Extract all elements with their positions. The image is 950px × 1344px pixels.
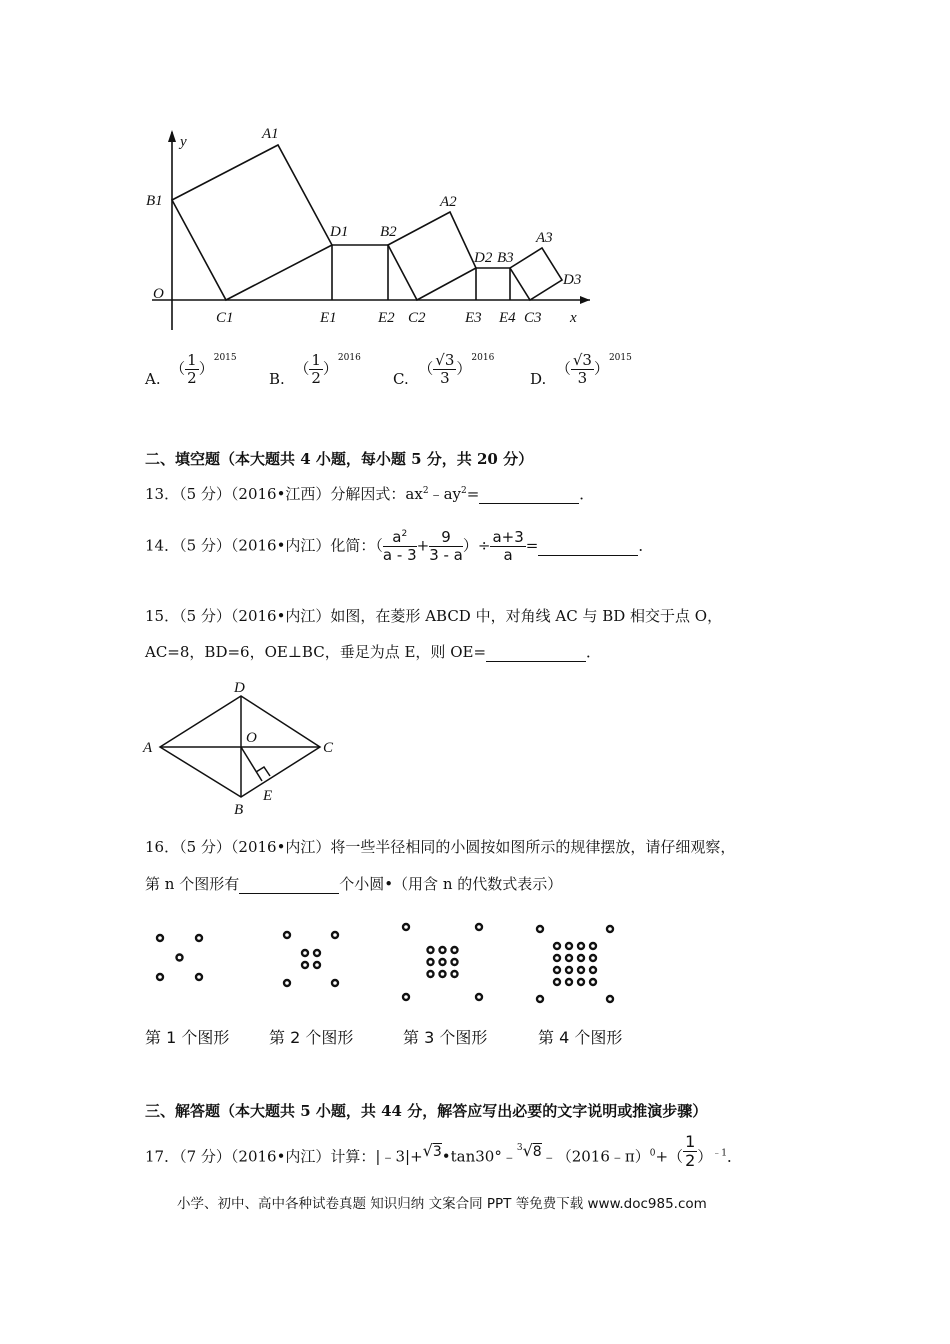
inner-circle xyxy=(590,955,596,961)
corner-circle xyxy=(537,926,543,932)
option-c-open: （ xyxy=(418,359,434,378)
section2-heading: 二、填空题（本大题共 4 小题，每小题 5 分，共 20 分） xyxy=(145,450,534,468)
corner-circle xyxy=(332,980,338,986)
squares-figure xyxy=(140,118,600,333)
q17-sqrt xyxy=(423,1142,442,1160)
corner-circle xyxy=(284,932,290,938)
option-c xyxy=(393,353,494,386)
label-d2: D2 xyxy=(474,250,493,266)
q17-exp1: ﹣1 xyxy=(712,1148,727,1159)
q17-sqrt-sign: √ xyxy=(422,1140,433,1160)
option-c-close: ） xyxy=(456,359,472,378)
q14-f1-den: a - 3 xyxy=(382,546,417,564)
corner-circle xyxy=(332,932,338,938)
rhombus-label-e: E xyxy=(263,788,273,804)
option-c-fraction xyxy=(433,353,456,386)
corner-circle xyxy=(157,935,163,941)
inner-circle xyxy=(554,979,560,985)
label-y: y xyxy=(180,134,187,150)
rhombus-label-d: D xyxy=(234,680,245,696)
q17-cbrt-arg: 8 xyxy=(532,1143,542,1160)
q17-fraction xyxy=(683,1134,697,1169)
label-b3: B3 xyxy=(497,250,514,266)
q14-f3-num: a+3 xyxy=(492,528,524,546)
corner-circle xyxy=(196,974,202,980)
corner-circle xyxy=(284,980,290,986)
rhombus-figure xyxy=(140,672,350,820)
inner-circle xyxy=(452,971,458,977)
inner-circle xyxy=(452,947,458,953)
q17-end: ． xyxy=(727,1147,743,1166)
q14-end: ． xyxy=(638,536,654,555)
option-c-num: √3 xyxy=(435,351,455,369)
q14-eq: = xyxy=(525,536,539,555)
q13-prefix: 13．（5 分）（2016•江西）分解因式：ax xyxy=(145,485,423,503)
q17-mid1: •tan30°﹣ xyxy=(441,1147,517,1166)
q13-answer-blank[interactable] xyxy=(479,485,579,504)
q14-plus: + xyxy=(416,536,430,555)
option-d-num: √3 xyxy=(572,351,592,369)
q16-answer-blank[interactable] xyxy=(239,875,339,894)
square-1 xyxy=(172,145,332,300)
rhombus-label-b: B xyxy=(234,802,244,818)
question-16-line2 xyxy=(145,873,562,894)
option-d-letter: D. xyxy=(530,369,547,388)
inner-circle xyxy=(578,955,584,961)
inner-circle xyxy=(428,971,434,977)
inner-circle xyxy=(440,947,446,953)
corner-circle xyxy=(196,935,202,941)
label-c1: C1 xyxy=(216,310,234,326)
option-d-close: ） xyxy=(593,359,609,378)
inner-circle xyxy=(302,950,308,956)
q13-exp1: 2 xyxy=(422,486,429,496)
q14-fraction-3 xyxy=(490,530,525,563)
label-b1: B1 xyxy=(146,193,163,209)
label-c2: C2 xyxy=(408,310,426,326)
inner-circle xyxy=(578,979,584,985)
option-c-letter: C. xyxy=(393,369,409,388)
corner-circle xyxy=(476,924,482,930)
q17-cbrt-sign: √ xyxy=(522,1140,533,1160)
label-e2: E2 xyxy=(378,310,395,326)
q14-prefix: 14．（5 分）（2016•内江）化简：（ xyxy=(145,536,383,555)
inner-circle xyxy=(428,959,434,965)
option-c-exp: 2016 xyxy=(471,352,495,363)
inner-circle xyxy=(590,967,596,973)
x-axis-arrow xyxy=(580,296,590,304)
option-b xyxy=(269,353,361,386)
question-17 xyxy=(145,1132,743,1175)
label-d3: D3 xyxy=(563,272,582,288)
caption-figure-4: 第 4 个图形 xyxy=(538,1028,623,1047)
corner-circle xyxy=(403,924,409,930)
option-d-exp: 2015 xyxy=(608,352,632,363)
label-b2: B2 xyxy=(380,224,397,240)
inner-circle xyxy=(314,950,320,956)
option-b-letter: B. xyxy=(269,369,285,388)
corner-circle xyxy=(537,996,543,1002)
label-e1: E1 xyxy=(320,310,337,326)
corner-circle xyxy=(157,974,163,980)
option-c-den: 3 xyxy=(440,369,450,387)
inner-circle xyxy=(452,959,458,965)
rhombus-label-o: O xyxy=(246,730,257,746)
inner-circle xyxy=(578,967,584,973)
question-15-line2 xyxy=(145,641,601,662)
inner-circle xyxy=(428,947,434,953)
q13-suffix: = xyxy=(466,485,480,503)
segment-oe xyxy=(241,747,262,781)
option-a xyxy=(145,353,237,386)
q15-answer-blank[interactable] xyxy=(486,643,586,662)
corner-circle xyxy=(476,994,482,1000)
inner-circle xyxy=(566,943,572,949)
q14-f1-num: $a^2$ xyxy=(383,530,417,547)
question-16-line1: 16．（5 分）（2016•内江）将一些半径相同的小圆按如图所示的规律摆放，请仔细观察， xyxy=(145,838,736,856)
option-d-den: 3 xyxy=(577,369,588,387)
label-e4: E4 xyxy=(499,310,516,326)
inner-circle xyxy=(440,959,446,965)
q14-f2-num: 9 xyxy=(429,530,463,547)
caption-figure-3: 第 3 个图形 xyxy=(403,1028,488,1047)
q14-close: ）÷ xyxy=(462,536,491,555)
corner-circle xyxy=(607,996,613,1002)
q17-mid2: ﹣（2016﹣π） xyxy=(541,1147,650,1166)
label-d1: D1 xyxy=(330,224,349,240)
label-a2: A2 xyxy=(440,194,457,210)
q16-line2-suffix: 个小圆•（用含 n 的代数式表示） xyxy=(339,875,563,893)
option-a-open: （ xyxy=(170,359,186,378)
inner-circle xyxy=(590,943,596,949)
section3-heading: 三、解答题（本大题共 5 小题，共 44 分，解答应写出必要的文字说明或推演步骤） xyxy=(145,1102,708,1120)
option-d-fraction xyxy=(571,353,594,386)
inner-circle xyxy=(440,971,446,977)
question-15-line1: 15．（5 分）（2016•内江）如图，在菱形 ABCD 中，对角线 AC 与 BD 相交于点 O， xyxy=(145,607,723,625)
label-a1: A1 xyxy=(262,126,279,142)
label-e3: E3 xyxy=(465,310,482,326)
q17-cbrt-index: 3 xyxy=(516,1142,523,1153)
option-a-close: ） xyxy=(198,359,214,378)
q17-den: 2 xyxy=(685,1151,696,1170)
inner-circle xyxy=(302,962,308,968)
page-footer: 小学、初中、高中各种试卷真题 知识归纳 文案合同 PPT 等免费下载 www.doc985.com xyxy=(177,1196,707,1212)
square-2 xyxy=(388,212,476,300)
question-14 xyxy=(145,530,653,563)
option-a-den: 2 xyxy=(187,369,197,387)
q13-end: ． xyxy=(579,485,595,503)
inner-circle xyxy=(566,979,572,985)
option-a-letter: A. xyxy=(145,369,161,388)
q17-cbrt xyxy=(517,1142,542,1160)
corner-circle xyxy=(403,994,409,1000)
inner-circle xyxy=(177,955,183,961)
label-a3: A3 xyxy=(536,230,553,246)
option-b-den: 2 xyxy=(311,369,321,387)
option-b-open: （ xyxy=(294,359,310,378)
option-d xyxy=(530,353,632,386)
inner-circle xyxy=(590,979,596,985)
option-d-open: （ xyxy=(555,359,571,378)
option-a-fraction xyxy=(185,353,199,386)
caption-figure-2: 第 2 个图形 xyxy=(269,1028,354,1047)
question-13 xyxy=(145,483,594,504)
caption-figure-1: 第 1 个图形 xyxy=(145,1028,230,1047)
q14-fraction-2 xyxy=(429,530,463,563)
option-b-num: 1 xyxy=(311,351,321,369)
q13-exp2: 2 xyxy=(460,486,467,496)
label-x: x xyxy=(570,310,577,326)
option-a-num: 1 xyxy=(187,351,197,369)
inner-circle xyxy=(554,943,560,949)
option-a-exp: 2015 xyxy=(213,352,237,363)
q14-f3-den: a xyxy=(503,546,513,564)
inner-circle xyxy=(554,955,560,961)
inner-circle xyxy=(566,967,572,973)
inner-circle xyxy=(578,943,584,949)
label-o: O xyxy=(153,286,164,302)
circles-figure xyxy=(140,918,640,1010)
option-b-close: ） xyxy=(322,359,338,378)
q17-prefix: 17．（7 分）（2016•内江）计算：|﹣3|+ xyxy=(145,1147,423,1166)
q17-sqrt-arg: 3 xyxy=(432,1143,442,1160)
rhombus-label-a: A xyxy=(143,740,153,756)
q17-exp0: 0 xyxy=(649,1148,656,1159)
corner-circle xyxy=(607,926,613,932)
y-axis-arrow xyxy=(168,130,176,142)
q17-num: 1 xyxy=(685,1132,696,1151)
rect-d2-b3 xyxy=(476,268,510,300)
label-c3: C3 xyxy=(524,310,542,326)
q13-mid: ﹣ay xyxy=(428,485,461,503)
q14-answer-blank[interactable] xyxy=(538,537,638,556)
inner-circle xyxy=(314,962,320,968)
q14-fraction-1 xyxy=(383,530,417,563)
option-b-fraction xyxy=(309,353,323,386)
q15-end: ． xyxy=(586,643,602,661)
q17-plus: +（ xyxy=(655,1147,684,1166)
q16-line2-prefix: 第 n 个图形有 xyxy=(145,875,240,893)
q14-f2-den: 3 - a xyxy=(429,546,463,564)
rect-d1-b2 xyxy=(332,245,388,300)
inner-circle xyxy=(554,967,560,973)
rhombus-label-c: C xyxy=(323,740,334,756)
option-b-exp: 2016 xyxy=(337,352,361,363)
square-3 xyxy=(510,248,562,300)
q15-line2-text: AC=8，BD=6，OE⊥BC，垂足为点 E，则 OE= xyxy=(145,643,487,661)
q17-close: ） xyxy=(697,1147,713,1166)
inner-circle xyxy=(566,955,572,961)
